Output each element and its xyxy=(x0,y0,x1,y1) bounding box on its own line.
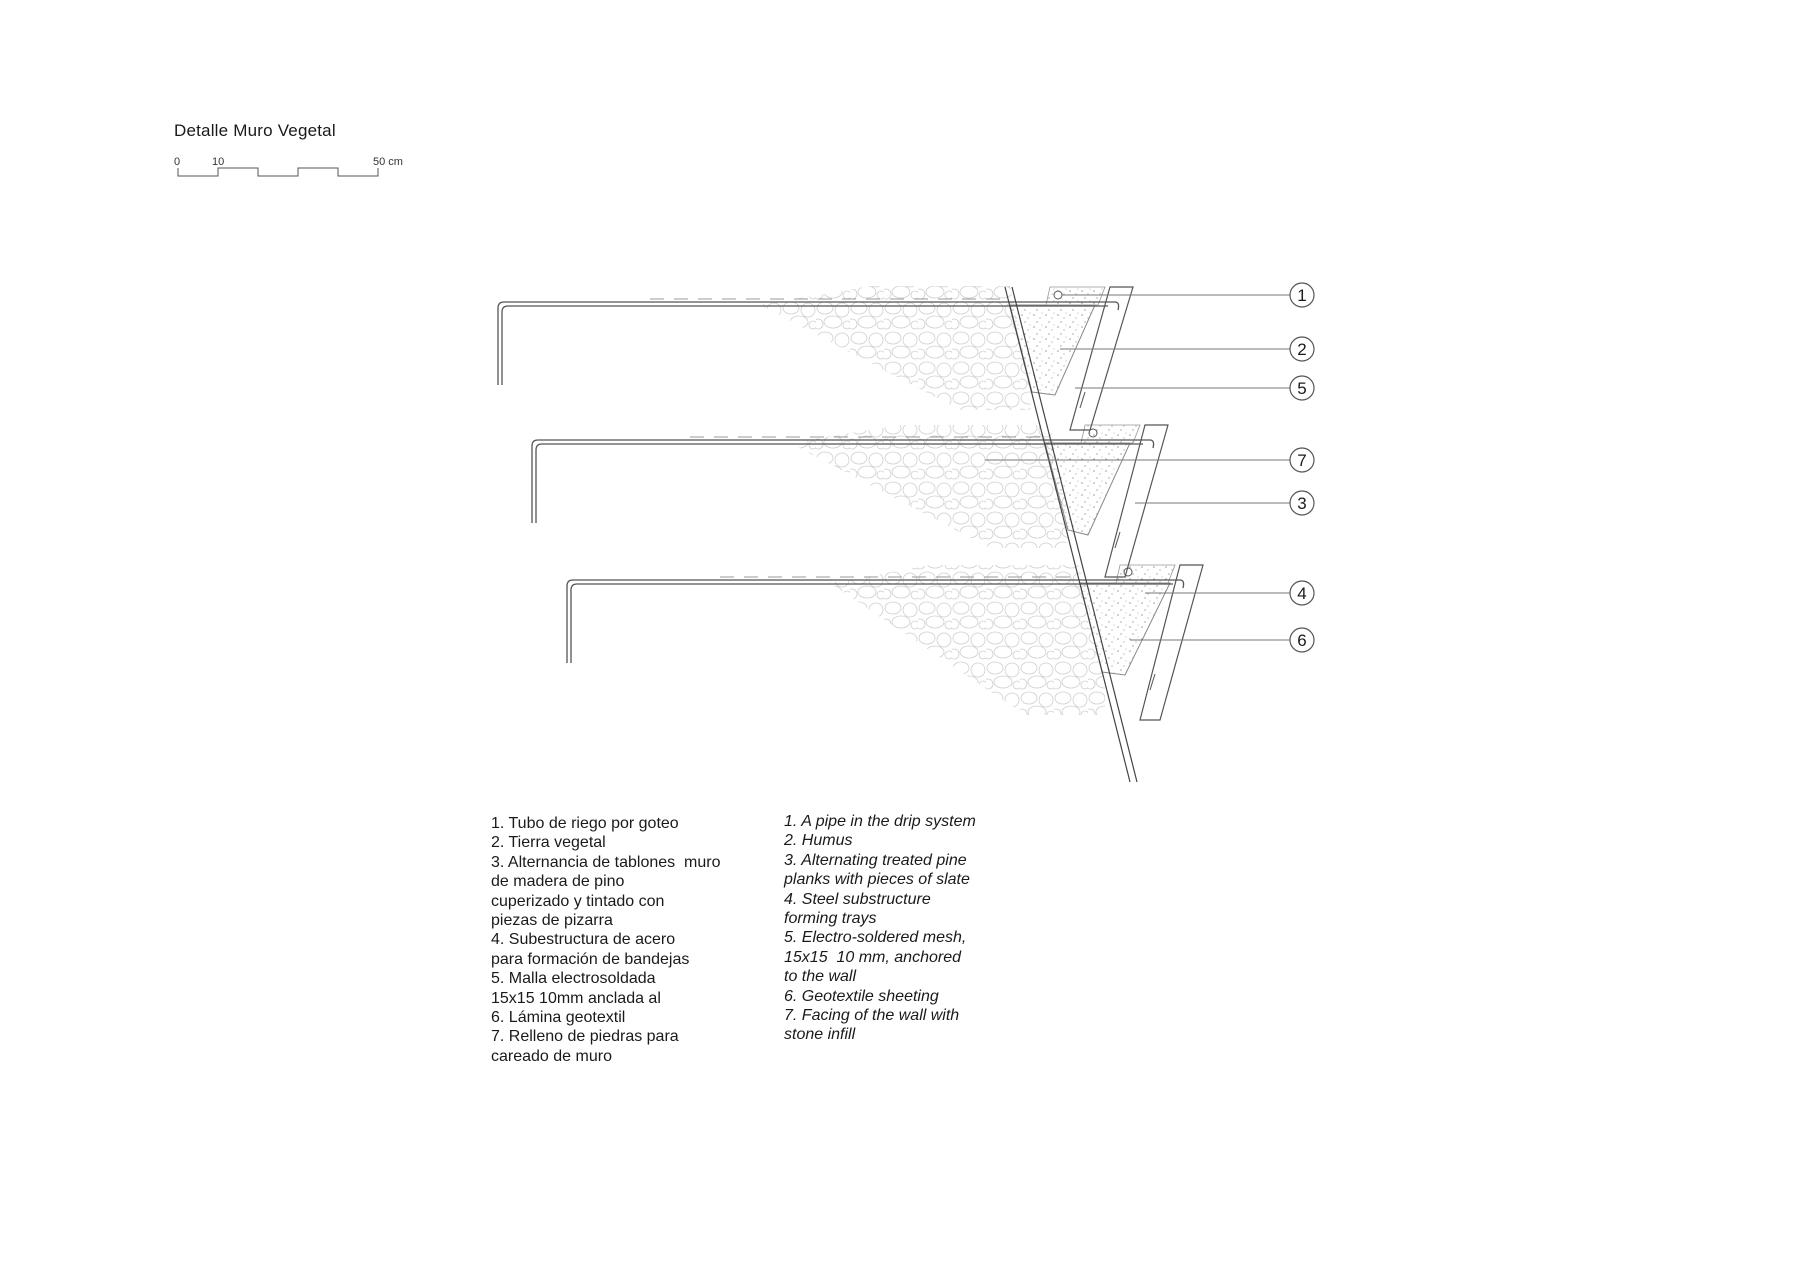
drawing-title: Detalle Muro Vegetal xyxy=(174,121,336,140)
legend-es-line: para formación de bandejas xyxy=(491,950,690,968)
legend-es-line: 5. Malla electrosoldada xyxy=(491,970,656,988)
callout-label-3: 3 xyxy=(1297,494,1307,513)
legend-es-line: 15x15 10mm anclada al xyxy=(491,989,661,1007)
legend-en-line: forming trays xyxy=(784,910,877,928)
legend-es-line: 7. Relleno de piedras para xyxy=(491,1028,679,1046)
legend-spanish xyxy=(491,814,720,1066)
scale-label-10: 10 xyxy=(212,156,225,168)
callout-label-1: 1 xyxy=(1297,286,1307,305)
legend-en-line: stone infill xyxy=(784,1026,856,1044)
legend-es-line: 1. Tubo de riego por goteo xyxy=(491,815,679,832)
legend-en-line: planks with pieces of slate xyxy=(784,871,970,889)
callout-label-7: 7 xyxy=(1297,451,1307,470)
legend-en-line: 2. Humus xyxy=(784,832,853,850)
callout-label-6: 6 xyxy=(1297,631,1307,650)
legend-es-line: 6. Lámina geotextil xyxy=(491,1009,626,1027)
stone-infill-3 xyxy=(830,565,1105,715)
callout-label-2: 2 xyxy=(1297,340,1307,359)
scale-label-0: 0 xyxy=(174,156,181,168)
callout-label-5: 5 xyxy=(1297,379,1307,398)
legend-en-line: 6. Geotextile sheeting xyxy=(784,987,939,1005)
legend-en-line: to the wall xyxy=(784,968,857,986)
legend-es-line: 4. Subestructura de acero xyxy=(491,931,676,949)
scale-label-50: 50 cm xyxy=(373,156,403,168)
legend-es-line: piezas de pizarra xyxy=(491,912,613,930)
legend-en-line: 1. A pipe in the drip system xyxy=(784,813,976,830)
callout-label-4: 4 xyxy=(1297,584,1307,603)
legend-en-line: 3. Alternating treated pine xyxy=(784,851,967,869)
legend-en-line: 4. Steel substructure xyxy=(784,890,931,908)
stone-infill-1 xyxy=(760,286,1032,410)
legend-es-line: de madera de pino xyxy=(491,873,625,891)
legend-es-line: careado de muro xyxy=(491,1047,612,1065)
legend-en-line: 7. Facing of the wall with xyxy=(784,1007,960,1025)
legend-es-line: 2. Tierra vegetal xyxy=(491,834,606,852)
legend-es-line: 3. Alternancia de tablones muro xyxy=(491,853,721,871)
legend-english xyxy=(784,812,976,1045)
legend-es-line: cuperizado y tintado con xyxy=(491,892,665,910)
legend-en-line: 5. Electro-soldered mesh, xyxy=(784,929,967,947)
legend-en-line: 15x15 10 mm, anchored xyxy=(784,948,961,966)
